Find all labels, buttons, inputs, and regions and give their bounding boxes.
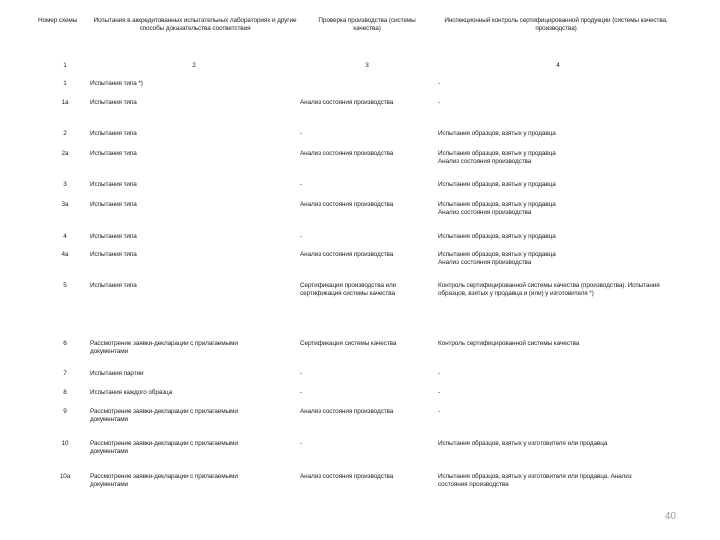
scheme-number: 5 [63,282,67,289]
scheme-number: 1а [61,99,69,106]
test-method: Рассмотрение заявки-декларации с прилагаемыми документами [90,473,238,488]
production-check: Сертификация системы качества [300,340,397,347]
inspection-control: Испытания образцов, взятых у продавца [438,181,556,188]
test-method: Рассмотрение заявки-декларации с прилагаемыми документами [90,440,238,455]
inspection-control: Контроль сертифицированной системы качества (производства). Испытания образцов, взятых у продавца и (или) у изготовителя *) [438,282,660,297]
production-check: Анализ состояния производства [300,201,394,208]
test-method: Испытания типа [90,201,137,208]
production-check: - [300,130,303,137]
scheme-number: 3 [63,181,67,188]
production-check: - [300,440,303,447]
page-number: 40 [664,511,676,522]
inspection-control: Испытания образцов, взятых у изготовителя или продавца. Анализ состояния производства [438,473,632,488]
inspection-control: - [438,408,441,415]
header-scheme-number: Номер схемы [38,17,78,24]
production-check: - [300,370,303,377]
test-method: Рассмотрение заявки-декларации с прилагаемыми документами [90,340,238,355]
production-check: - [300,389,303,396]
inspection-control: - [438,370,441,377]
scheme-number: 4 [63,233,67,240]
header-inspection-control: Инспекционный контроль сертифицированной продукции (системы качества, производства) [444,17,668,32]
inspection-control: Испытания образцов, взятых у продавца Анализ состояния производства [438,201,556,216]
test-method: Испытания типа [90,233,137,240]
scheme-number: 2 [63,130,67,137]
scheme-number: 2а [61,150,69,157]
test-method: Испытания каждого образца [90,389,173,396]
header-tests: Испытания в аккредитованных испытательных лабораториях и другие способы доказательства соответствия [93,17,297,32]
test-method: Испытания типа [90,99,137,106]
test-method: Испытания типа [90,251,137,258]
production-check: Сертификация производства или сертификация системы качества [300,282,397,297]
inspection-control: Испытания образцов, взятых у продавца [438,130,556,137]
production-check: - [300,233,303,240]
test-method: Испытания партии [90,370,144,377]
scheme-number: 7 [63,370,67,377]
production-check: Анализ состояния производства [300,473,394,480]
scheme-number: 10 [61,440,69,447]
scheme-number: 6 [63,340,67,347]
production-check: Анализ состояния производства [300,251,394,258]
inspection-control: - [438,99,441,106]
scheme-number: 10а [59,473,71,480]
test-method: Рассмотрение заявки-декларации с прилагаемыми документами [90,408,238,423]
scheme-number: 9 [63,408,67,415]
production-check: Анализ состояния производства [300,150,394,157]
column-number: 2 [192,62,196,69]
inspection-control: Испытания образцов, взятых у изготовителя или продавца [438,440,608,447]
header-production-check: Проверка производства (системы качества) [318,17,416,32]
production-check: - [300,181,303,188]
scheme-number: 4а [61,251,69,258]
test-method: Испытания типа [90,150,137,157]
scheme-number: 8 [63,389,67,396]
test-method: Испытания типа [90,181,137,188]
inspection-control: Испытания образцов, взятых у продавца Анализ состояния производства [438,251,556,266]
test-method: Испытания типа *) [90,80,143,87]
inspection-control: Испытания образцов, взятых у продавца Анализ состояния производства [438,150,556,165]
production-check: Анализ состояния производства [300,408,394,415]
inspection-control: Испытания образцов, взятых у продавца [438,233,556,240]
inspection-control: - [438,389,441,396]
production-check: Анализ состояния производства [300,99,394,106]
test-method: Испытания типа [90,130,137,137]
column-number: 1 [63,62,67,69]
column-number: 4 [556,62,560,69]
inspection-control: - [438,80,441,87]
inspection-control: Контроль сертифицированной системы качества [438,340,580,347]
scheme-number: 1 [63,80,67,87]
column-number: 3 [365,62,369,69]
scheme-number: 3а [61,201,69,208]
test-method: Испытания типа [90,282,137,289]
